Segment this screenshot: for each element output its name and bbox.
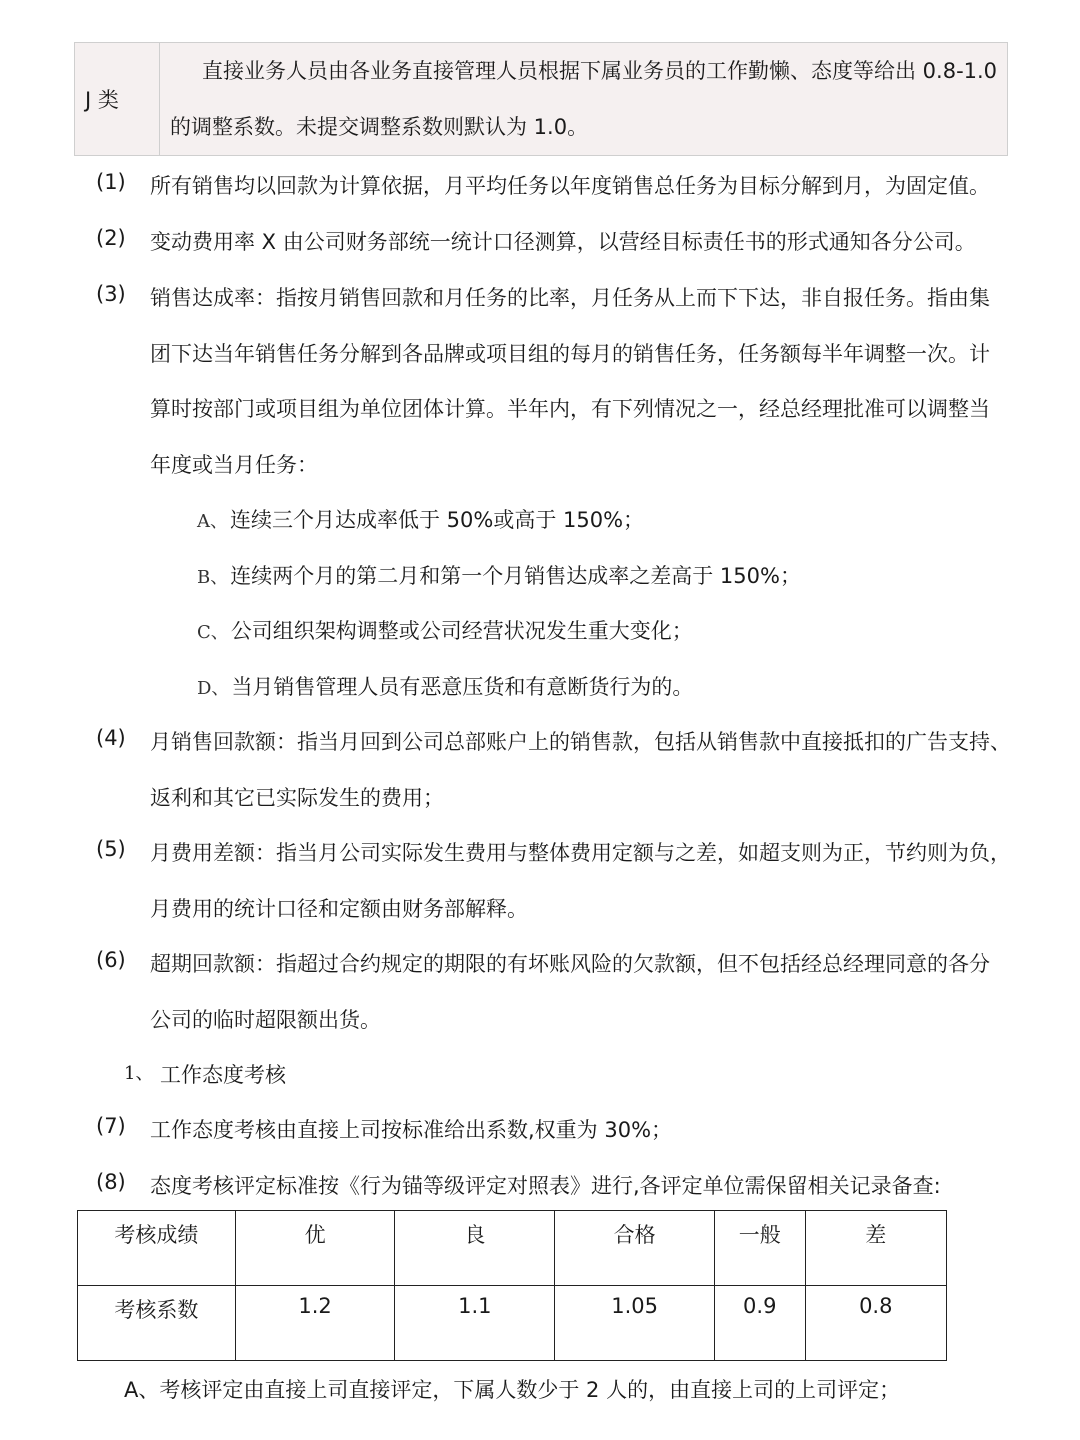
item-number: (5) xyxy=(96,837,126,861)
table-cell: 1.05 xyxy=(555,1286,715,1361)
table-cell: 合格 xyxy=(555,1211,715,1286)
subitem-text: 公司组织架构调整或公司经营状况发生重大变化； xyxy=(230,619,693,643)
subitem-text: 连续三个月达成率低于 50%或高于 150%； xyxy=(230,508,645,532)
section-title: 工作态度考核 xyxy=(160,1063,286,1087)
category-cell: J 类 xyxy=(75,43,160,156)
table-cell: 考核系数 xyxy=(78,1286,236,1361)
description-cell xyxy=(160,43,1008,156)
item-text: 态度考核评定标准按《行为锚等级评定对照表》进行,各评定单位需保留相关记录备查: xyxy=(150,1174,941,1198)
grade-table xyxy=(77,1210,947,1361)
item-text: 算时按部门或项目组为单位团体计算。半年内，有下列情况之一，经总经理批准可以调整当 xyxy=(150,397,990,421)
item-text: 月费用的统计口径和定额由财务部解释。 xyxy=(150,897,528,921)
subitem-text: 连续两个月的第二月和第一个月销售达成率之差高于 150%； xyxy=(230,564,801,588)
item-number: (6) xyxy=(96,948,126,972)
table-cell: 0.9 xyxy=(714,1286,805,1361)
table-cell: 0.8 xyxy=(805,1286,946,1361)
item-text: 月费用差额：指当月公司实际发生费用与整体费用定额与之差，如超支则为正，节约则为负， xyxy=(150,841,1011,865)
item-text: 返利和其它已实际发生的费用； xyxy=(150,786,444,810)
item-text: 团下达当年销售任务分解到各品牌或项目组的每月的销售任务，任务额每半年调整一次。计 xyxy=(150,342,990,366)
item-number: (8) xyxy=(96,1170,126,1194)
subitem-letter: D、 xyxy=(197,678,230,699)
table-cell: 1.2 xyxy=(235,1286,395,1361)
j-class-table xyxy=(74,42,1008,156)
item-text: 所有销售均以回款为计算依据，月平均任务以年度销售总任务为目标分解到月，为固定值。 xyxy=(150,174,990,198)
description-line-2: 的调整系数。未提交调整系数则默认为 1.0。 xyxy=(170,115,589,139)
item-number: (4) xyxy=(96,726,126,750)
table-cell: 良 xyxy=(395,1211,555,1286)
item-number: (3) xyxy=(96,282,126,306)
item-number: (1) xyxy=(96,170,126,194)
table-cell: 1.1 xyxy=(395,1286,555,1361)
item-text: 年度或当月任务： xyxy=(150,453,318,477)
item-text: 超期回款额：指超过合约规定的期限的有坏账风险的欠款额，但不包括经总经理同意的各分 xyxy=(150,952,990,976)
subitem-letter: A、 xyxy=(197,511,228,532)
description-line-1: 直接业务人员由各业务直接管理人员根据下属业务员的工作勤懒、态度等给出 0.8-1.0 xyxy=(202,59,998,83)
item-text: 工作态度考核由直接上司按标准给出系数,权重为 30%； xyxy=(150,1118,673,1142)
item-text: 销售达成率：指按月销售回款和月任务的比率，月任务从上而下下达，非自报任务。指由集 xyxy=(150,286,990,310)
item-number: (2) xyxy=(96,226,126,250)
section-number: 1、 xyxy=(124,1063,154,1084)
table-cell: 一般 xyxy=(714,1211,805,1286)
table-cell: 优 xyxy=(235,1211,395,1286)
item-number: (7) xyxy=(96,1114,126,1138)
subitem-text: 当月销售管理人员有恶意压货和有意断货行为的。 xyxy=(231,675,694,699)
table-cell: 差 xyxy=(805,1211,946,1286)
footer-note: A、考核评定由直接上司直接评定，下属人数少于 2 人的，由直接上司的上司评定； xyxy=(124,1378,901,1402)
subitem-letter: C、 xyxy=(197,622,229,643)
item-text: 月销售回款额：指当月回到公司总部账户上的销售款，包括从销售款中直接抵扣的广告支持、 xyxy=(150,730,1011,754)
table-cell: 考核成绩 xyxy=(78,1211,236,1286)
table-row xyxy=(78,1211,947,1286)
subitem-letter: B、 xyxy=(197,567,229,588)
item-text: 公司的临时超限额出货。 xyxy=(150,1008,381,1032)
table-row xyxy=(78,1286,947,1361)
item-text: 变动费用率 X 由公司财务部统一统计口径测算，以营经目标责任书的形式通知各分公司。 xyxy=(150,230,976,254)
